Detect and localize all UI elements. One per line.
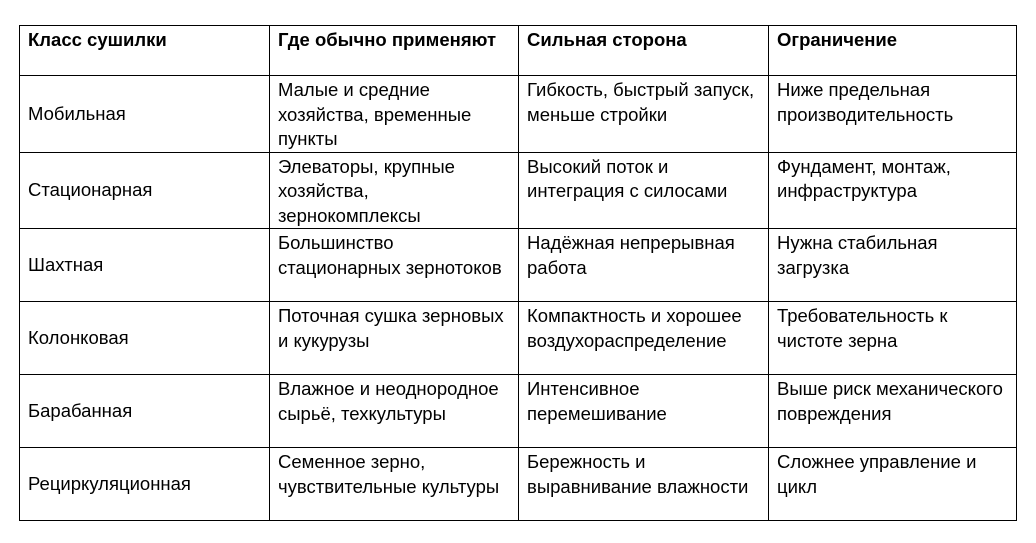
cell-dryer-class: Колонковая: [20, 302, 270, 375]
cell-usage: Семенное зерно, чувствительные культуры: [270, 448, 519, 521]
header-dryer-class: Класс сушилки: [20, 26, 270, 76]
cell-dryer-class: Мобильная: [20, 76, 270, 153]
cell-limitation: Нужна стабильная загрузка: [769, 229, 1017, 302]
cell-dryer-class: Барабанная: [20, 375, 270, 448]
cell-strength: Высокий поток и интеграция с силосами: [519, 152, 769, 229]
cell-usage: Элеваторы, крупные хозяйства, зернокомплексы: [270, 152, 519, 229]
header-limitation: Ограничение: [769, 26, 1017, 76]
cell-limitation: Ниже предельная производительность: [769, 76, 1017, 153]
cell-dryer-class: Шахтная: [20, 229, 270, 302]
table-row: [20, 375, 1017, 448]
cell-strength: Интенсивное перемешивание: [519, 375, 769, 448]
table-row: [20, 229, 1017, 302]
dryer-comparison-table: [19, 25, 1017, 521]
cell-dryer-class: Рециркуляционная: [20, 448, 270, 521]
header-usage: Где обычно применяют: [270, 26, 519, 76]
cell-usage: Влажное и неоднородное сырьё, техкультуры: [270, 375, 519, 448]
table-header-row: [20, 26, 1017, 76]
table-row: [20, 302, 1017, 375]
cell-usage: Поточная сушка зерновых и кукурузы: [270, 302, 519, 375]
cell-strength: Надёжная непрерывная работа: [519, 229, 769, 302]
cell-dryer-class: Стационарная: [20, 152, 270, 229]
cell-limitation: Фундамент, монтаж, инфраструктура: [769, 152, 1017, 229]
cell-strength: Гибкость, быстрый запуск, меньше стройки: [519, 76, 769, 153]
cell-limitation: Сложнее управление и цикл: [769, 448, 1017, 521]
table-row: [20, 76, 1017, 153]
header-strength: Сильная сторона: [519, 26, 769, 76]
cell-limitation: Выше риск механического повреждения: [769, 375, 1017, 448]
cell-limitation: Требовательность к чистоте зерна: [769, 302, 1017, 375]
cell-usage: Большинство стационарных зернотоков: [270, 229, 519, 302]
table-row: [20, 448, 1017, 521]
cell-strength: Бережность и выравнивание влажности: [519, 448, 769, 521]
table-row: [20, 152, 1017, 229]
cell-usage: Малые и средние хозяйства, временные пункты: [270, 76, 519, 153]
cell-strength: Компактность и хорошее воздухораспределение: [519, 302, 769, 375]
